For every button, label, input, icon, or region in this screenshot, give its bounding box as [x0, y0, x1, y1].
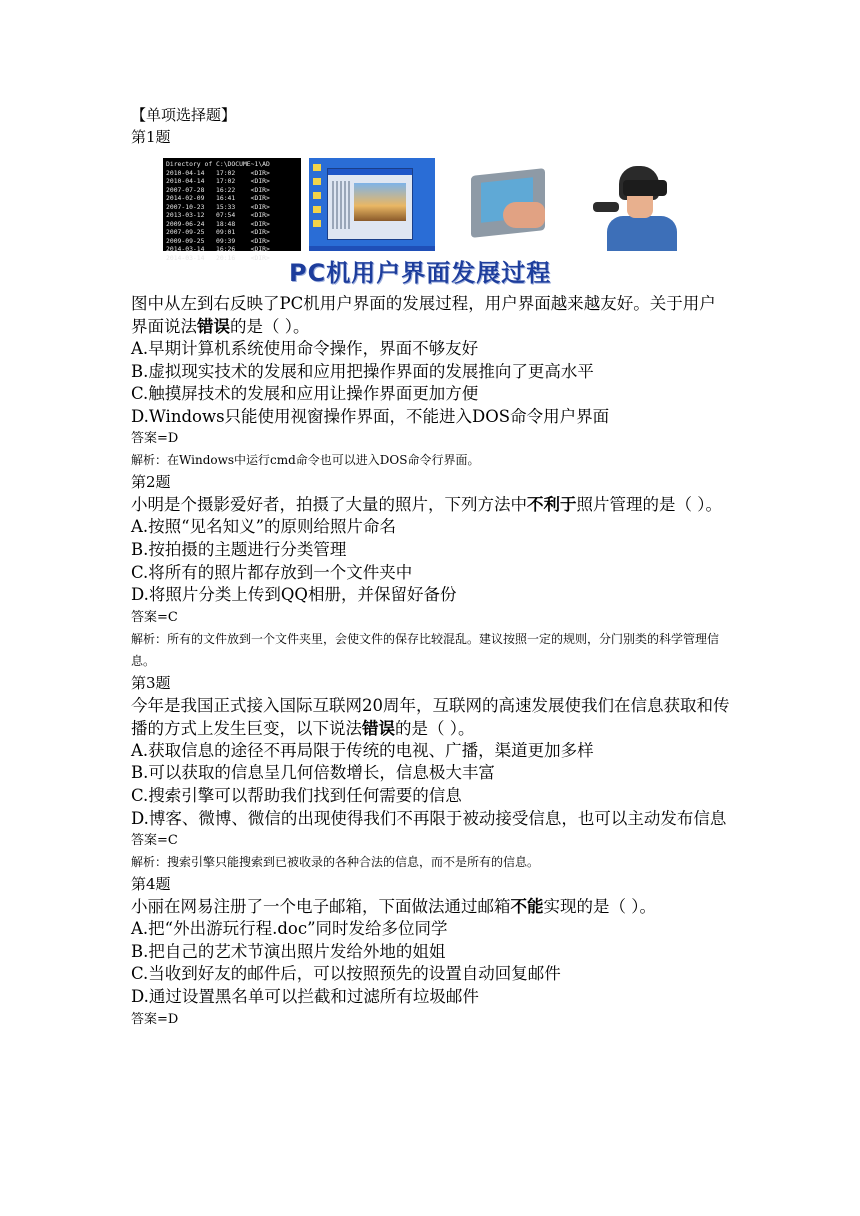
question-4-option-a: A.把“外出游玩行程.doc”同时发给多位同学: [131, 919, 448, 939]
question-2-option-a: A.按照“见名知义”的原则给照片命名: [131, 517, 397, 537]
vr-headset-photo: [587, 158, 697, 251]
touchscreen-photo: [463, 158, 559, 251]
question-2-option-c: C.将所有的照片都存放到一个文件夹中: [131, 562, 413, 582]
person-shirt: [607, 216, 677, 251]
question-2-explanation: 解析：所有的文件放到一个文件夹里，会使文件的保存比较混乱。建议按照一定的规则，分门别类的科学管理信息。: [131, 631, 720, 668]
question-4-answer: 答案=D: [131, 1011, 179, 1027]
question-1-option-a: A.早期计算机系统使用命令操作，界面不够友好: [131, 339, 479, 358]
app-window: [327, 168, 413, 240]
stem-text: 今年是我国正式接入国际互联网20周年，互联网的高速发展使我们在信息获取和传播的方式上发生巨变，以下说法: [131, 695, 730, 738]
document-page: [131, 104, 731, 1030]
stem-text: 的是（ ）。: [230, 317, 310, 336]
question-4-option-b: B.把自己的艺术节演出照片发给外地的姐姐: [131, 941, 446, 961]
ui-evolution-figure: [161, 152, 721, 288]
windows-gui-screenshot: [309, 158, 435, 251]
desktop-icon: [313, 206, 321, 213]
question-1-stem: [131, 292, 731, 338]
window-sidebar: [332, 181, 350, 229]
section-title: 【单项选择题】: [131, 106, 237, 124]
question-2-number: 第2题: [131, 473, 171, 492]
window-titlebar: [328, 169, 412, 175]
question-4-stem: [131, 895, 731, 918]
question-2-stem: [131, 493, 731, 516]
stem-emphasis: 不能: [510, 897, 544, 917]
question-3-option-b: B.可以获取的信息呈几何倍数增长，信息极大丰富: [131, 763, 495, 783]
stem-text: 小丽在网易注册了一个电子邮箱，下面做法通过邮箱: [131, 897, 511, 917]
stem-text: 小明是个摄影爱好者，拍摄了大量的照片，下列方法中: [131, 495, 527, 515]
taskbar: [309, 246, 435, 251]
desktop-icon: [313, 164, 321, 171]
question-1-option-c: C.触摸屏技术的发展和应用让操作界面更加方便: [131, 384, 479, 404]
command-line-screenshot: Directory of C:\DOCUME~1\AD 2010-04-14 17:02 <DIR> 2010-04-14 17:02 <DIR> 2007-07-28 16:22 <DIR> 2014-02-09 16:41 <DIR> 2007-10-23 15:33 <DIR> 2013-03-12 07:54 <DIR> 2009-06-24 18:48 <DIR> 2007-09-25 09:01 <DIR> 2009-09-25 09:39 <DIR> 2014-03-14 16:26 <DIR> 2014-03-14 20:16 <DIR>: [163, 158, 301, 251]
stem-text: 图中从左到右反映了PC机用户界面的发展过程，用户界面越来越友好。关于用户界面说法: [131, 294, 716, 336]
desktop-icon: [313, 220, 321, 227]
question-1-explanation: 解析：在Windows中运行cmd命令也可以进入DOS命令行界面。: [131, 453, 480, 468]
question-3-option-d: D.博客、微博、微信的出现使得我们不再限于被动接受信息，也可以主动发布信息: [131, 808, 727, 828]
stem-text: 照片管理的是（ ）。: [576, 495, 722, 515]
question-1-number: 第1题: [131, 128, 171, 146]
question-3-answer: 答案=C: [131, 833, 178, 849]
vr-controller: [593, 202, 619, 212]
stem-text: 实现的是（ ）。: [543, 897, 656, 917]
figure-caption: PC机用户界面发展过程: [289, 259, 552, 287]
question-1-option-b: B.虚拟现实技术的发展和应用把操作界面的发展推向了更高水平: [131, 361, 594, 381]
stem-emphasis: 错误: [362, 718, 395, 738]
question-3-option-a: A.获取信息的途径不再局限于传统的电视、广播，渠道更加多样: [131, 740, 594, 760]
stem-emphasis: 错误: [197, 317, 230, 336]
desktop-icon: [313, 178, 321, 185]
stem-emphasis: 不利于: [527, 495, 577, 515]
hand-touching: [503, 202, 545, 228]
question-4-option-d: D.通过设置黑名单可以拦截和过滤所有垃圾邮件: [131, 986, 479, 1006]
question-3-explanation: 解析：搜索引擎只能搜索到已被收录的各种合法的信息，而不是所有的信息。: [131, 855, 540, 870]
stem-text: 的是（ ）。: [395, 718, 475, 738]
question-4-option-c: C.当收到好友的邮件后，可以按照预先的设置自动回复邮件: [131, 964, 561, 984]
question-1-answer: 答案=D: [131, 431, 179, 447]
question-3-option-c: C.搜索引擎可以帮助我们找到任何需要的信息: [131, 785, 462, 805]
desktop-icon: [313, 192, 321, 199]
question-3-number: 第3题: [131, 673, 171, 692]
question-2-option-d: D.将照片分类上传到QQ相册，并保留好备份: [131, 585, 457, 605]
vr-visor: [623, 180, 667, 196]
window-photo: [354, 183, 406, 221]
question-1-option-d: D.Windows只能使用视窗操作界面，不能进入DOS命令用户界面: [131, 406, 610, 426]
question-3-stem: [131, 694, 731, 740]
question-2-option-b: B.按拍摄的主题进行分类管理: [131, 539, 347, 559]
question-4-number: 第4题: [131, 875, 171, 894]
question-2-answer: 答案=C: [131, 609, 178, 625]
